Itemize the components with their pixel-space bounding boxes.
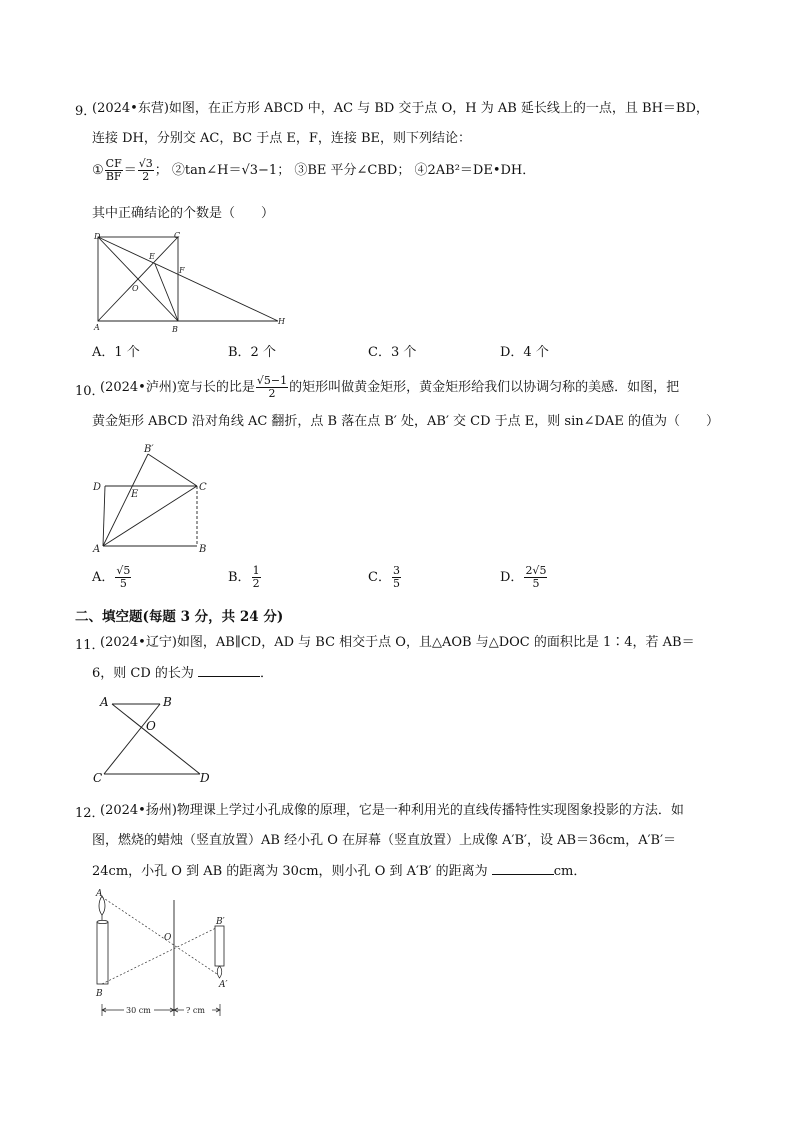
q9-label-h: H [278, 317, 285, 326]
q10-label-bprime: B′ [144, 444, 154, 455]
q9-option-b: B．2 个 [228, 345, 276, 360]
q12-answer-blank[interactable] [492, 862, 554, 875]
q12-label-o: O [164, 933, 172, 943]
q9-source: (2024•东营) [92, 101, 169, 116]
q11-source: (2024•辽宁) [100, 635, 177, 650]
q9-line-dh [98, 237, 278, 321]
q9-c1-tail: ； [154, 163, 168, 178]
q10-line-1 [100, 374, 679, 402]
q12-number: 12． [75, 806, 105, 821]
q9-label-c: C [174, 231, 181, 240]
q10-option-d: D． $\frac{2√5}{5}$ [500, 564, 547, 590]
section-heading-fill-in: 二、填空题(每题 3 分，共 24 分) [75, 609, 284, 625]
q11-line-1 [100, 634, 695, 652]
q11-label-d: D [200, 771, 210, 785]
q9-label-d: D [94, 232, 101, 241]
q12-ray-a [102, 897, 220, 976]
q10-stem-2: 黄金矩形 ABCD 沿对角线 AC 翻折，点 B 落在点 B′ 处，AB′ 交 CD 于点 E，则 sin∠DAE 的值为（ ） [92, 414, 719, 429]
q12-stem-3: 24cm，小孔 O 到 AB 的距离为 30cm，则小孔 O 到 A′B′ 的距离为 [92, 864, 488, 879]
q12-line-1 [100, 802, 684, 820]
q9-stem-4: 其中正确结论的个数是（ ） [92, 206, 275, 221]
q9-c2: ②tan∠H＝√3−1； [171, 163, 291, 178]
q10-ratio: $\frac{√5-1}{2}$ [256, 374, 288, 400]
q10-option-b: B． $\frac{1}{2}$ [228, 564, 260, 590]
q12-source: (2024•扬州) [100, 803, 177, 818]
q9-figure [88, 228, 293, 333]
q11-stem-1: 如图，AB∥CD，AD 与 BC 相交于点 O，且△AOB 与△DOC 的面积比是 1∶4，若 AB＝ [176, 635, 695, 650]
q12-stem-3-end: cm． [553, 864, 587, 879]
q10-number: 10． [75, 384, 105, 399]
q9-c1-fraction: $\frac{CF}{BF}$ [105, 157, 122, 183]
q11-answer-blank[interactable] [198, 664, 260, 677]
q12-line-3 [92, 862, 586, 881]
q11-label-c: C [93, 771, 103, 785]
q10-figure [88, 440, 218, 555]
q11-seg-bc [104, 704, 160, 774]
q9-stem-2: 连接 DH，分别交 AC，BC 于点 E，F，连接 BE，则下列结论： [92, 131, 472, 146]
q9-c1-prefix: ① [92, 163, 104, 178]
q10-label-e: E [131, 489, 139, 500]
q12-dim-30cm: 30 cm [126, 1006, 151, 1015]
q9-label-f: F [179, 266, 185, 275]
q12-ray-b [102, 926, 220, 984]
q9-label-o: O [132, 284, 139, 293]
q9-number: 9． [75, 104, 97, 119]
q12-candle-body [97, 922, 108, 984]
q9-label-a: A [94, 323, 100, 332]
q9-conclusions [92, 158, 535, 184]
q10-option-c: C． $\frac{3}{5}$ [368, 564, 400, 590]
q12-label-bprime: B′ [216, 917, 225, 927]
q11-stem-2-end: ． [260, 666, 274, 681]
q10-label-c: C [199, 482, 207, 493]
q9-c3: ③BE 平分∠CBD； [294, 163, 411, 178]
q9-option-d: D．4 个 [500, 345, 549, 360]
q9-c1-equals: ＝ [123, 163, 137, 178]
q10-line-abp [103, 454, 148, 546]
q10-label-d: D [93, 482, 102, 493]
q9-c4: ④2AB²＝DE•DH． [414, 163, 536, 178]
q11-label-b: B [163, 695, 172, 709]
q12-stem-2: 图，燃烧的蜡烛（竖直放置）AB 经小孔 O 在屏幕（竖直放置）上成像 A′B′，设 AB＝36cm，A′B′＝ [92, 833, 677, 848]
q12-label-aprime: A′ [219, 980, 228, 990]
q10-line-bpc [148, 454, 197, 486]
q9-option-a: A．1 个 [92, 345, 140, 360]
q12-stem-1: 物理课上学过小孔成像的原理，它是一种利用光的直线传播特性实现图象投影的方法．如 [176, 803, 684, 818]
q9-label-e: E [149, 252, 155, 261]
q9-stem-1: 如图，在正方形 ABCD 中，AC 与 BD 交于点 O，H 为 AB 延长线上的一点，且 BH＝BD， [168, 101, 709, 116]
q10-side-ad [103, 486, 105, 546]
q11-label-o: O [146, 719, 156, 733]
q9-option-c: C．3 个 [368, 345, 417, 360]
q9-c1-rhs: $\frac{√3}{2}$ [138, 157, 153, 183]
q11-label-a: A [100, 695, 109, 709]
q9-line-1 [92, 100, 709, 118]
q10-stem-1a: 宽与长的比是 [176, 380, 255, 395]
q12-label-a: A [96, 889, 103, 899]
q12-image-flame [217, 966, 222, 978]
q11-seg-ad [112, 704, 200, 774]
q11-number: 11． [75, 638, 105, 653]
q12-figure [88, 888, 248, 1028]
q11-figure [88, 690, 218, 785]
q10-stem-1b: 的矩形叫做黄金矩形，黄金矩形给我们以协调匀称的美感．如图，把 [289, 380, 680, 395]
q11-stem-2: 6，则 CD 的长为 [92, 666, 194, 681]
q10-label-b: B [199, 544, 207, 555]
q12-label-b: B [96, 989, 103, 999]
q10-option-a: A． $\frac{√5}{5}$ [92, 564, 131, 590]
q10-source: (2024•泸州) [100, 380, 177, 395]
q10-label-a: A [93, 544, 101, 555]
q12-dim-unknown: ? cm [186, 1006, 205, 1015]
q9-label-b: B [172, 325, 178, 333]
q10-diagonal-ac [103, 486, 197, 546]
q11-line-2 [92, 664, 273, 683]
q12-image-body [215, 926, 224, 966]
